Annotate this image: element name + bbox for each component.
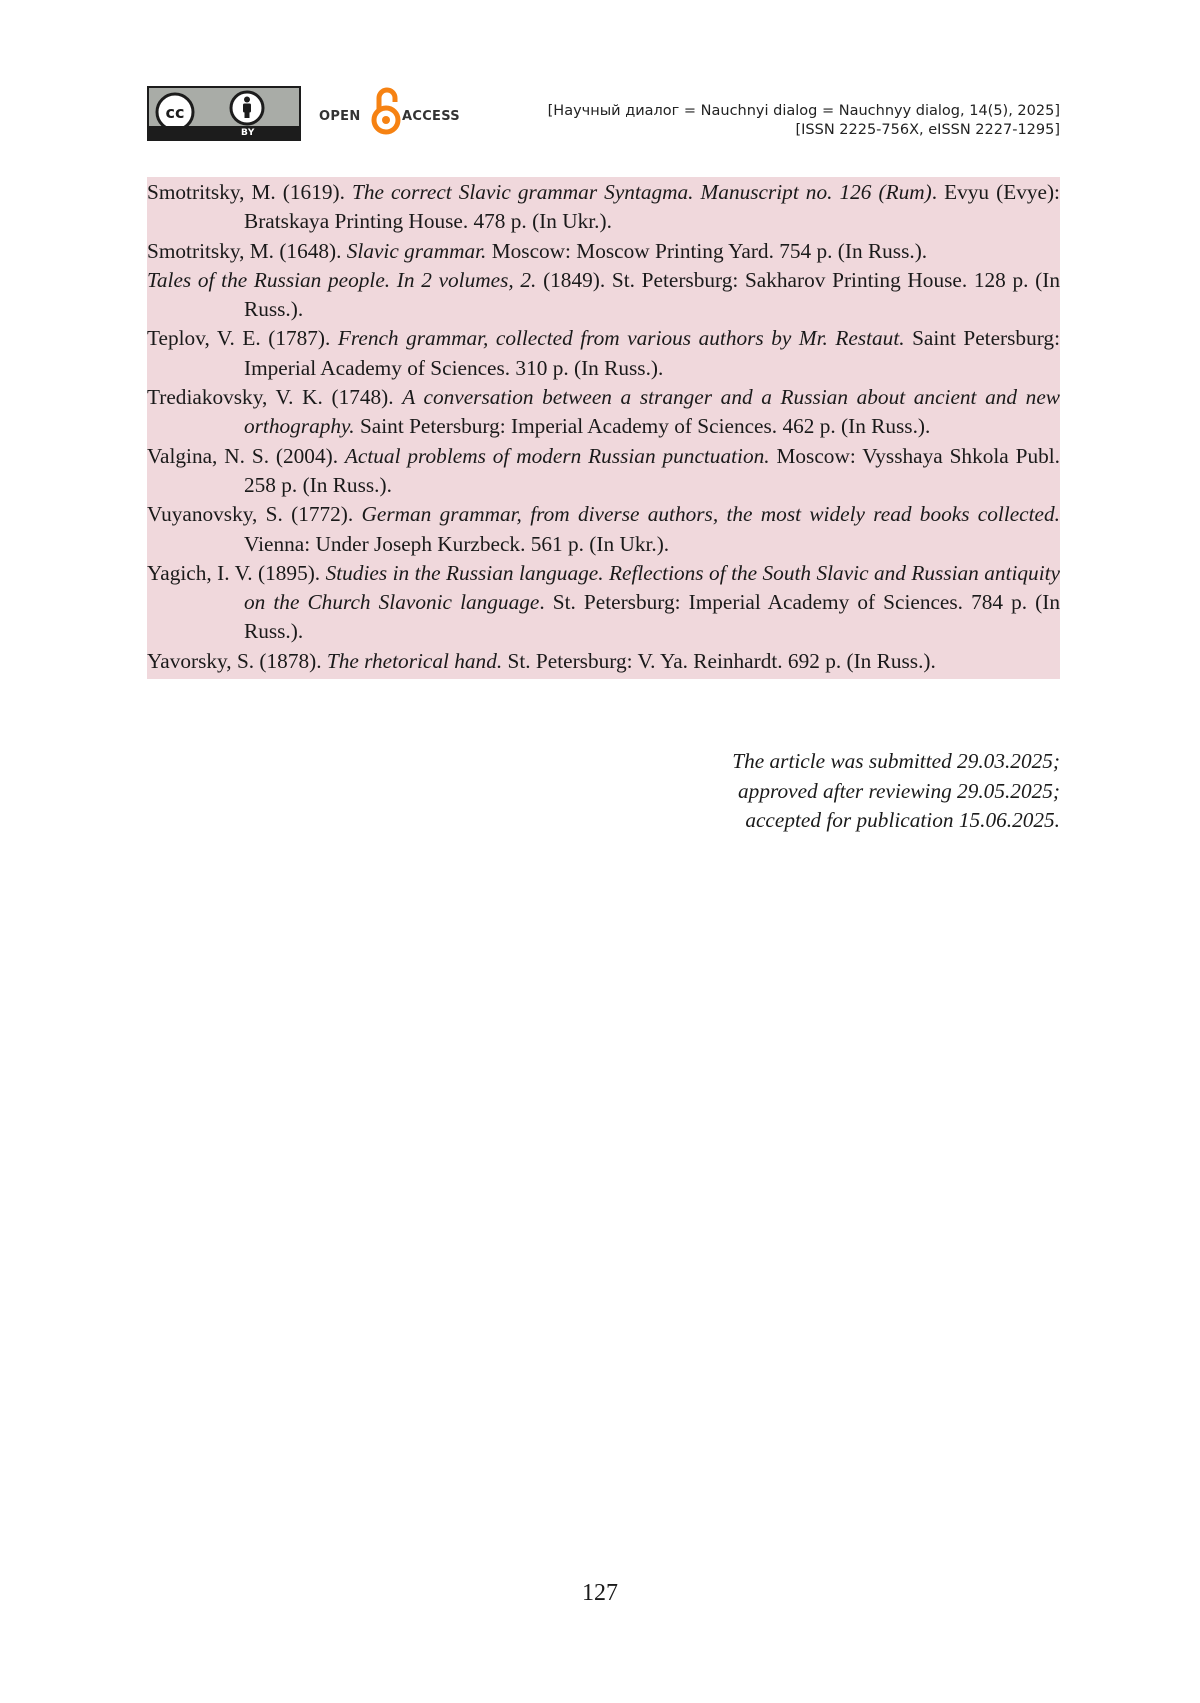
cc-by-license-badge bbox=[147, 86, 301, 141]
date-approved: approved after reviewing 29.05.2025; bbox=[738, 778, 1060, 803]
reference-item: Smotritsky, M. (1648). Slavic grammar. Moscow: Moscow Printing Yard. 754 p. (In Russ.). bbox=[147, 238, 928, 263]
page-number: 127 bbox=[582, 1580, 618, 1606]
reference-item: Valgina, N. S. (2004). Actual problems of modern Russian punctuation. Moscow: Vysshaya Shkola Publ. 258 p. (In Russ.). bbox=[147, 443, 1061, 497]
open-access-access-text: ACCESS bbox=[402, 109, 460, 124]
journal-line: [Научный диалог = Nauchnyi dialog = Nauchnyy dialog, 14(5), 2025] bbox=[547, 103, 1060, 119]
reference-list bbox=[147, 177, 1060, 679]
by-label: BY bbox=[241, 128, 255, 138]
reference-item: Tales of the Russian people. In 2 volumes, 2. (1849). St. Petersburg: Sakharov Printing House. 128 p. (In Russ.). bbox=[147, 267, 1061, 322]
issn-line: [ISSN 2225-756X, eISSN 2227-1295] bbox=[795, 122, 1060, 138]
page-header bbox=[147, 86, 1060, 142]
svg-text:cc: cc bbox=[165, 103, 185, 122]
attribution-person-icon bbox=[229, 90, 265, 126]
date-submitted: The article was submitted 29.03.2025; bbox=[732, 749, 1060, 773]
reference-item: Smotritsky, M. (1619). The correct Slavic grammar Syntagma. Manuscript no. 126 (Rum). Evyu (Evye): Bratskaya Printing House. 478 p. (In Ukr.). bbox=[147, 180, 1060, 234]
by-strip bbox=[149, 126, 299, 139]
open-lock-icon bbox=[371, 86, 401, 138]
reference-item: Yagich, I. V. (1895). Studies in the Russian language. Reflections of the South Slavic and Russian antiquity on the Church Slavonic language. St. Petersburg: Imperial Academy of Sciences. 784 p. (In Russ.). bbox=[147, 560, 1060, 644]
date-accepted: accepted for publication 15.06.2025. bbox=[745, 808, 1060, 832]
open-access-open-text: OPEN bbox=[319, 109, 361, 124]
reference-item: Teplov, V. E. (1787). French grammar, collected from various authors by Mr. Restaut. Saint Petersburg: Imperial Academy of Sciences. 310 p. (In Russ.). bbox=[147, 326, 1060, 380]
reference-item: Trediakovsky, V. K. (1748). A conversation between a stranger and a Russian about ancient and new orthography. Saint Petersburg: Imperial Academy of Sciences. 462 p. (In Russ.). bbox=[147, 385, 1060, 439]
open-access-logo bbox=[319, 86, 469, 142]
journal-citation bbox=[548, 102, 1060, 140]
reference-item: Yavorsky, S. (1878). The rhetorical hand. St. Petersburg: V. Ya. Reinhardt. 692 p. (In Russ.). bbox=[147, 648, 936, 673]
article-dates bbox=[732, 747, 1060, 836]
reference-item: Vuyanovsky, S. (1772). German grammar, from diverse authors, the most widely read books collected. Vienna: Under Joseph Kurzbeck. 561 p. (In Ukr.). bbox=[147, 502, 1060, 556]
